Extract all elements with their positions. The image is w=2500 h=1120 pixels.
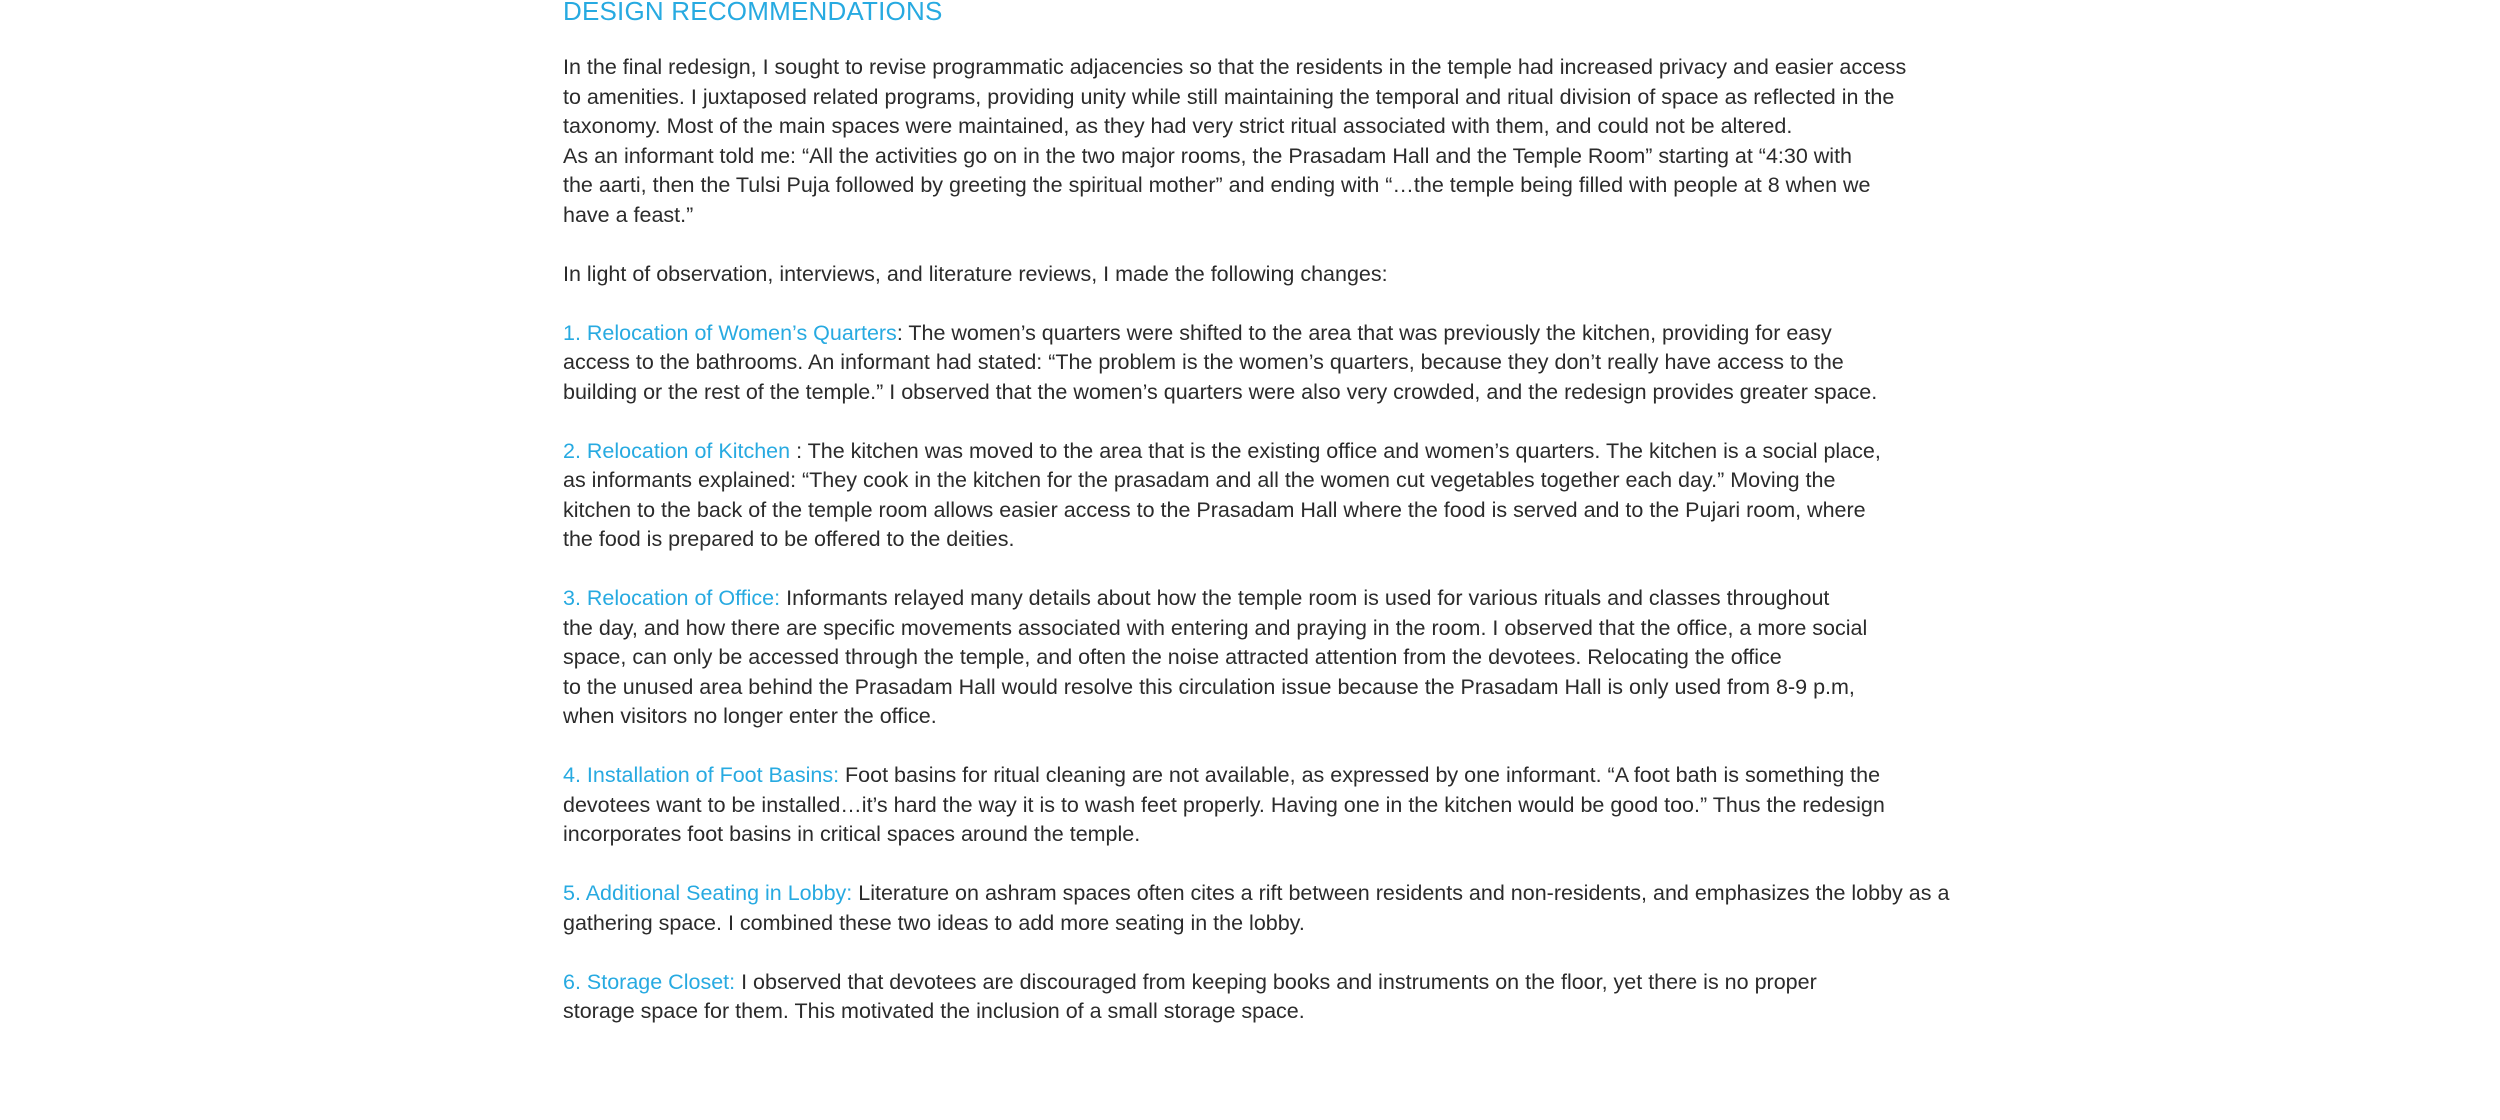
recommendation-text: Literature on ashram spaces often cites a rift between residents and non-residents, and emphasizes the lobby as a	[852, 881, 1950, 905]
recommendation-lobby-seating	[563, 879, 2013, 938]
changes-intro	[563, 260, 2013, 290]
recommendation-title: 3. Relocation of Office:	[563, 586, 781, 610]
recommendation-line: as informants explained: “They cook in the kitchen for the prasadam and all the women cut vegetables together each day.” Moving the	[563, 468, 1836, 492]
recommendation-line: when visitors no longer enter the office.	[563, 704, 937, 728]
recommendation-office	[563, 584, 2013, 732]
recommendation-title: 4. Installation of Foot Basins:	[563, 763, 840, 787]
paragraph-gap	[563, 938, 2013, 968]
intro-line: to amenities. I juxtaposed related programs, providing unity while still maintaining the temporal and ritual division of space as reflected in the	[563, 84, 1895, 109]
intro-line: taxonomy. Most of the main spaces were maintained, as they had very strict ritual associated with them, and could not be altered.	[563, 114, 1793, 138]
recommendation-womens-quarters	[563, 319, 2013, 408]
paragraph-gap	[563, 230, 2013, 260]
paragraph-gap	[563, 555, 2013, 585]
recommendation-title: 6. Storage Closet:	[563, 969, 736, 994]
recommendation-title: 5. Additional Seating in Lobby:	[563, 881, 853, 905]
recommendation-line: space, can only be accessed through the temple, and often the noise attracted attention from the devotees. Relocating the office	[563, 645, 1782, 669]
paragraph-gap	[563, 732, 2013, 762]
recommendation-line: access to the bathrooms. An informant had stated: “The problem is the women’s quarters, because they don’t really have access to the	[563, 350, 1844, 374]
recommendation-text: : The women’s quarters were shifted to the area that was previously the kitchen, providing for easy	[896, 320, 1832, 345]
intro-paragraph	[563, 53, 2013, 230]
recommendation-line: to the unused area behind the Prasadam Hall would resolve this circulation issue because the Prasadam Hall is only used from 8-9 p.m,	[563, 674, 1855, 699]
recommendation-line: storage space for them. This motivated the inclusion of a small storage space.	[563, 999, 1305, 1023]
recommendation-first-line	[563, 437, 2013, 467]
recommendation-text: I observed that devotees are discouraged from keeping books and instruments on the floor, yet there is no proper	[735, 969, 1817, 994]
recommendation-foot-basins	[563, 761, 2013, 850]
paragraph-gap	[563, 289, 2013, 319]
recommendation-line: the day, and how there are specific movements associated with entering and praying in the room. I observed that the office, a more social	[563, 615, 1868, 640]
recommendation-first-line	[563, 761, 2013, 791]
intro-line: In the final redesign, I sought to revise programmatic adjacencies so that the residents in the temple had increased privacy and easier access	[563, 55, 1907, 79]
intro-line: As an informant told me: “All the activities go on in the two major rooms, the Prasadam Hall and the Temple Room” starting at “4:30 with	[563, 143, 1853, 168]
section-heading: DESIGN RECOMMENDATIONS	[563, 0, 943, 26]
recommendation-text: Foot basins for ritual cleaning are not available, as expressed by one informant. “A foot bath is something the	[839, 763, 1881, 787]
recommendation-line: the food is prepared to be offered to the deities.	[563, 527, 1015, 551]
recommendation-title: 1. Relocation of Women’s Quarters	[563, 320, 897, 345]
recommendation-text: Informants relayed many details about how the temple room is used for various rituals and classes throughout	[780, 586, 1830, 610]
intro-line: the aarti, then the Tulsi Puja followed by greeting the spiritual mother” and ending with “…the temple being filled with people at 8 when we	[563, 173, 1871, 197]
recommendation-title: 2. Relocation of Kitchen	[563, 438, 791, 463]
paragraph-gap	[563, 407, 2013, 437]
recommendation-first-line	[563, 879, 2013, 909]
recommendation-storage-closet	[563, 968, 2013, 1027]
recommendation-line: incorporates foot basins in critical spaces around the temple.	[563, 822, 1141, 846]
recommendation-first-line	[563, 968, 2013, 998]
recommendation-text: : The kitchen was moved to the area that is the existing office and women’s quarters. The kitchen is a social place,	[790, 438, 1881, 463]
recommendation-line: devotees want to be installed…it’s hard the way it is to wash feet properly. Having one in the kitchen would be good too.” Thus the redesign	[563, 792, 1885, 817]
changes-intro-line: In light of observation, interviews, and literature reviews, I made the following changes:	[563, 261, 1388, 286]
intro-line: have a feast.”	[563, 202, 694, 227]
recommendation-kitchen	[563, 437, 2013, 555]
recommendation-line: kitchen to the back of the temple room allows easier access to the Prasadam Hall where the food is served and to the Pujari room, where	[563, 497, 1866, 522]
document-body	[563, 0, 2013, 1027]
recommendation-line: gathering space. I combined these two ideas to add more seating in the lobby.	[563, 910, 1305, 935]
paragraph-gap	[563, 850, 2013, 880]
recommendation-first-line	[563, 584, 2013, 614]
recommendation-line: building or the rest of the temple.” I observed that the women’s quarters were also very crowded, and the redesign provides greater space.	[563, 379, 1878, 404]
recommendation-first-line	[563, 319, 2013, 349]
